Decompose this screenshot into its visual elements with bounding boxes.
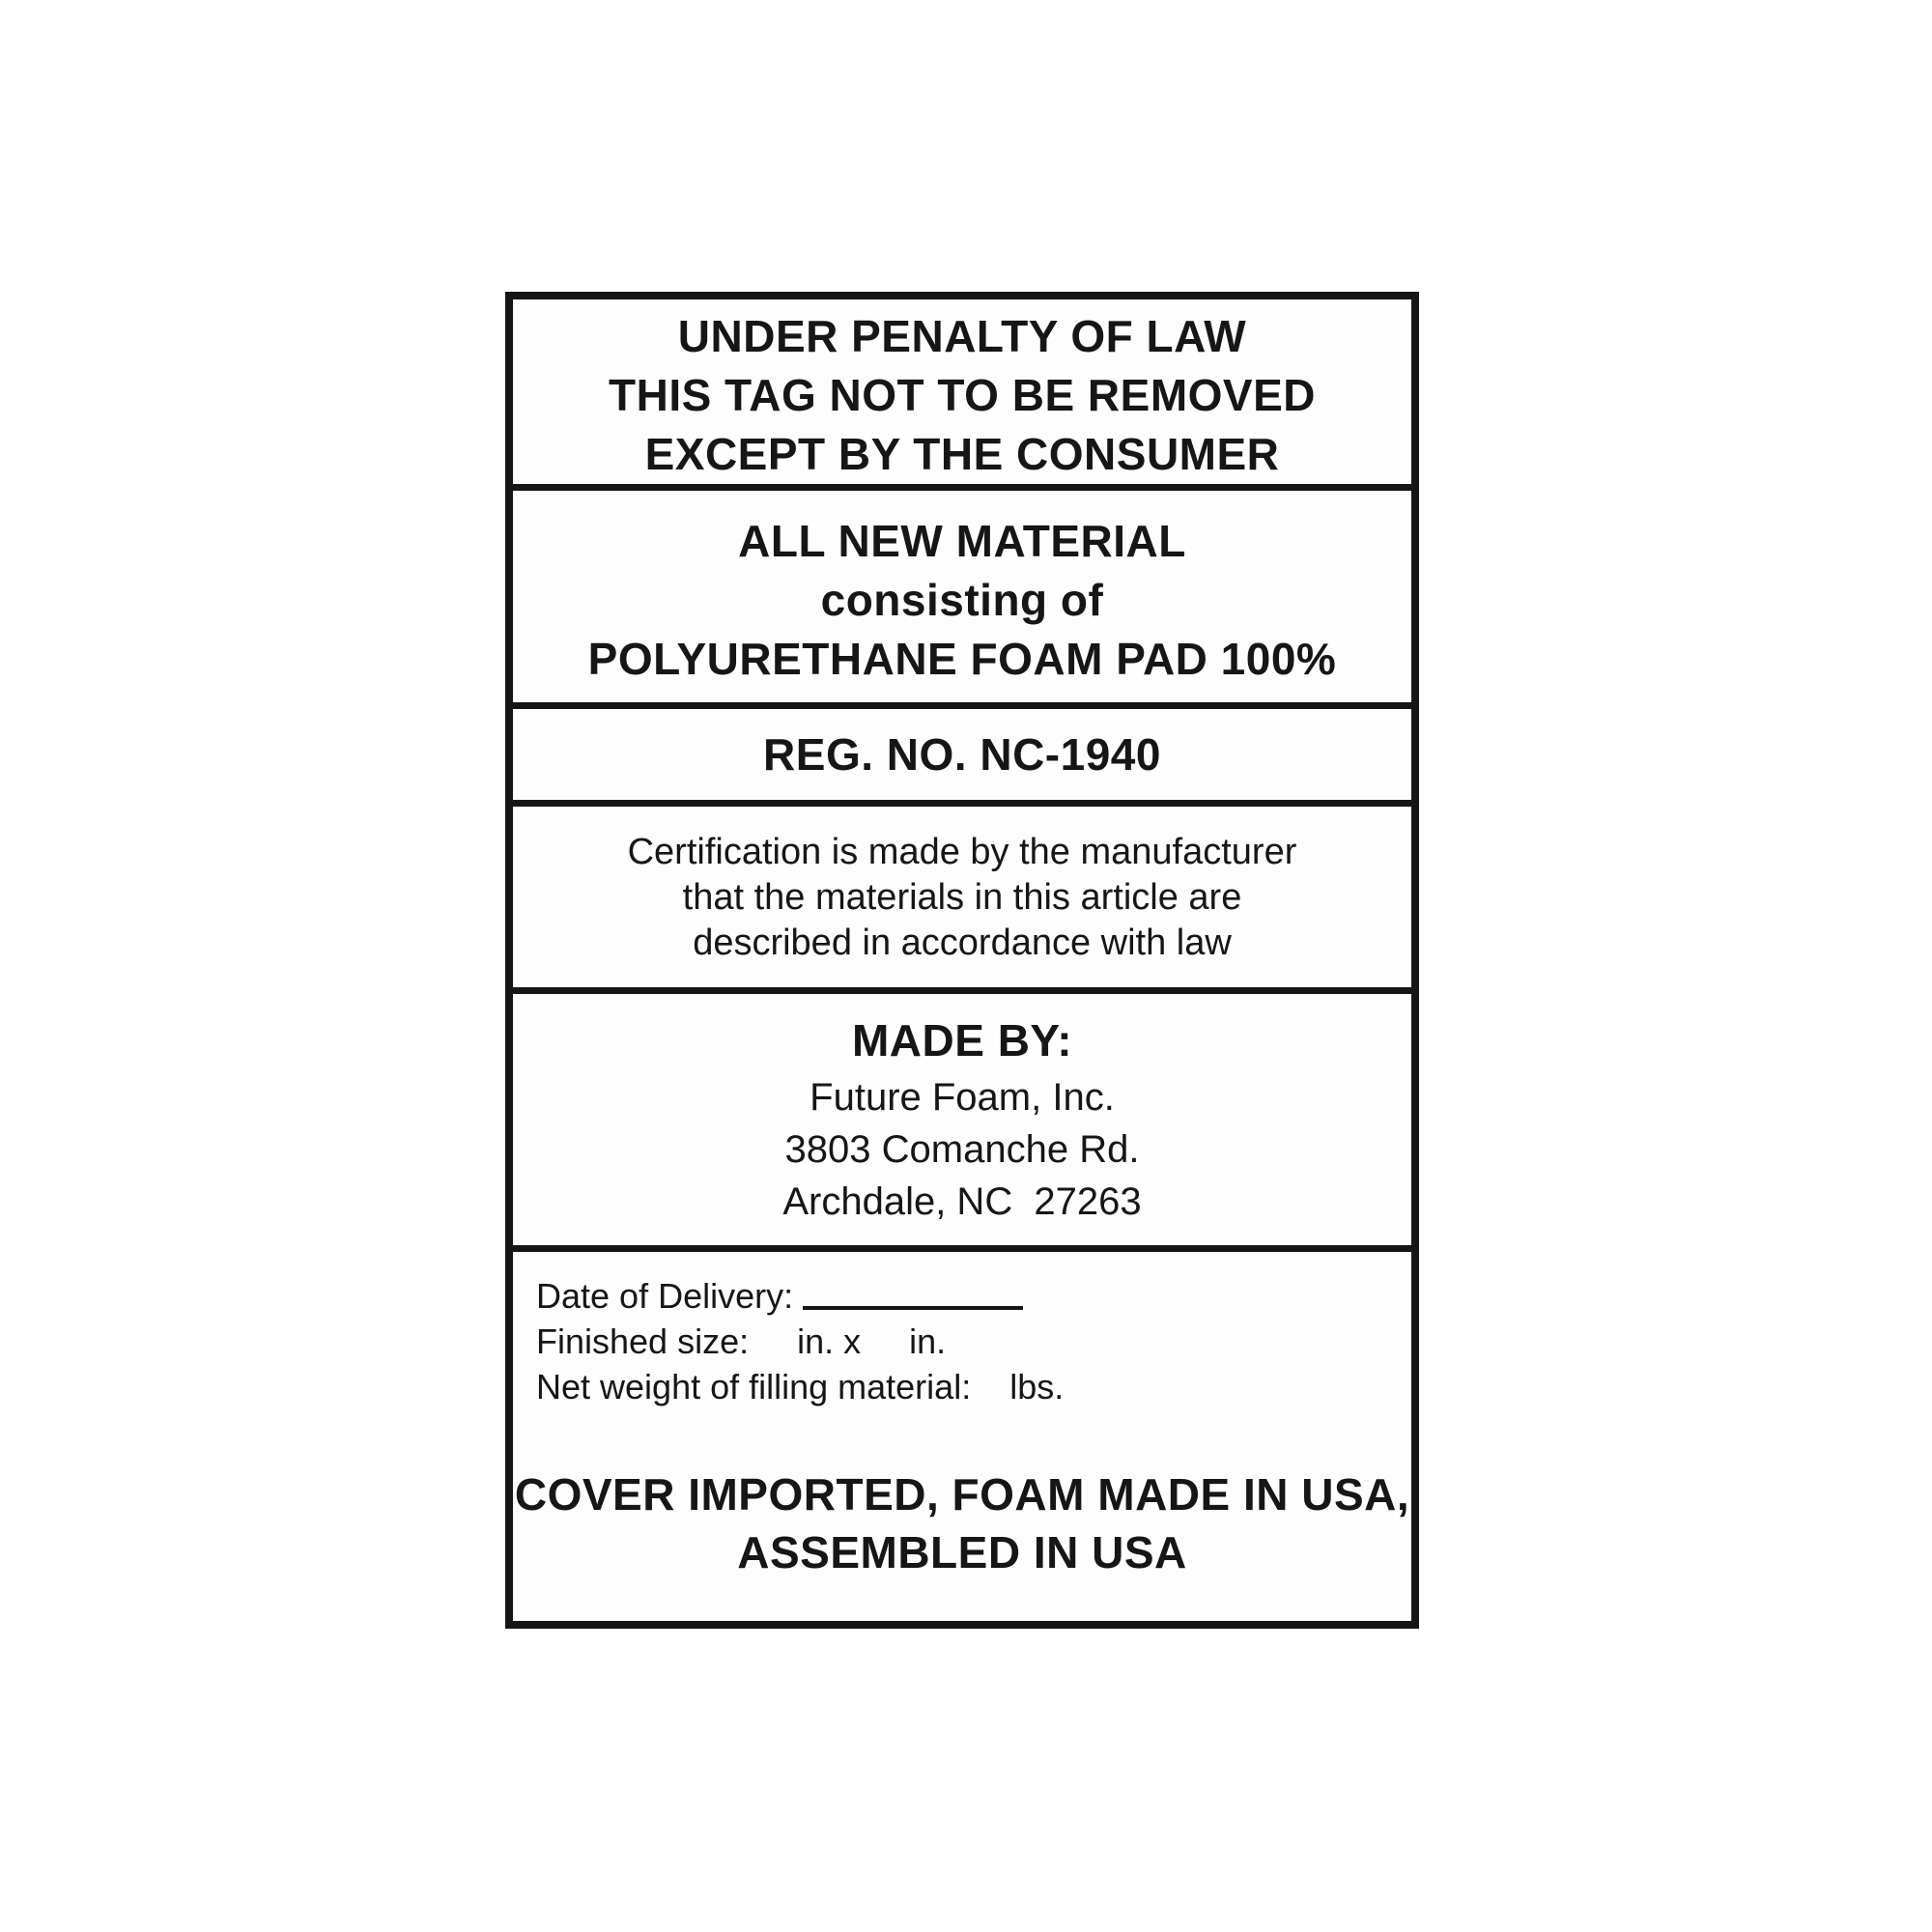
finished-size-line: Finished size: in. x in. — [536, 1321, 947, 1361]
certification-line-2: that the materials in this article are — [682, 877, 1242, 918]
manufacturer-street: 3803 Comanche Rd. — [784, 1128, 1140, 1171]
material-line-2: consisting of — [820, 575, 1104, 625]
material-section — [513, 491, 1411, 709]
made-by-heading: MADE BY: — [851, 1015, 1073, 1065]
origin-block — [513, 1465, 1411, 1581]
date-of-delivery-label: Date of Delivery: — [536, 1276, 794, 1316]
date-of-delivery-blank — [803, 1277, 1023, 1310]
net-weight-line: Net weight of filling material: lbs. — [536, 1367, 1065, 1406]
details-section — [513, 1252, 1411, 1621]
registration-number: REG. NO. NC-1940 — [763, 729, 1161, 780]
penalty-line-2: THIS TAG NOT TO BE REMOVED — [609, 370, 1316, 420]
certification-line-3: described in accordance with law — [693, 923, 1232, 963]
manufacturer-city-state-zip: Archdale, NC 27263 — [782, 1180, 1142, 1223]
date-of-delivery-line — [536, 1273, 1411, 1319]
certification-section — [513, 807, 1411, 994]
origin-line-1: COVER IMPORTED, FOAM MADE IN USA, — [514, 1469, 1410, 1520]
manufacturer-name: Future Foam, Inc. — [810, 1076, 1115, 1119]
detail-lines — [513, 1273, 1411, 1409]
law-label — [505, 292, 1419, 1629]
penalty-line-1: UNDER PENALTY OF LAW — [677, 311, 1247, 361]
made-by-section — [513, 994, 1411, 1252]
material-line-1: ALL NEW MATERIAL — [738, 516, 1186, 566]
penalty-line-3: EXCEPT BY THE CONSUMER — [644, 429, 1280, 479]
penalty-section — [513, 299, 1411, 491]
registration-section — [513, 709, 1411, 807]
origin-line-2: ASSEMBLED IN USA — [737, 1527, 1187, 1577]
certification-line-1: Certification is made by the manufacturer — [627, 832, 1297, 872]
material-line-3: POLYURETHANE FOAM PAD 100% — [587, 634, 1337, 684]
